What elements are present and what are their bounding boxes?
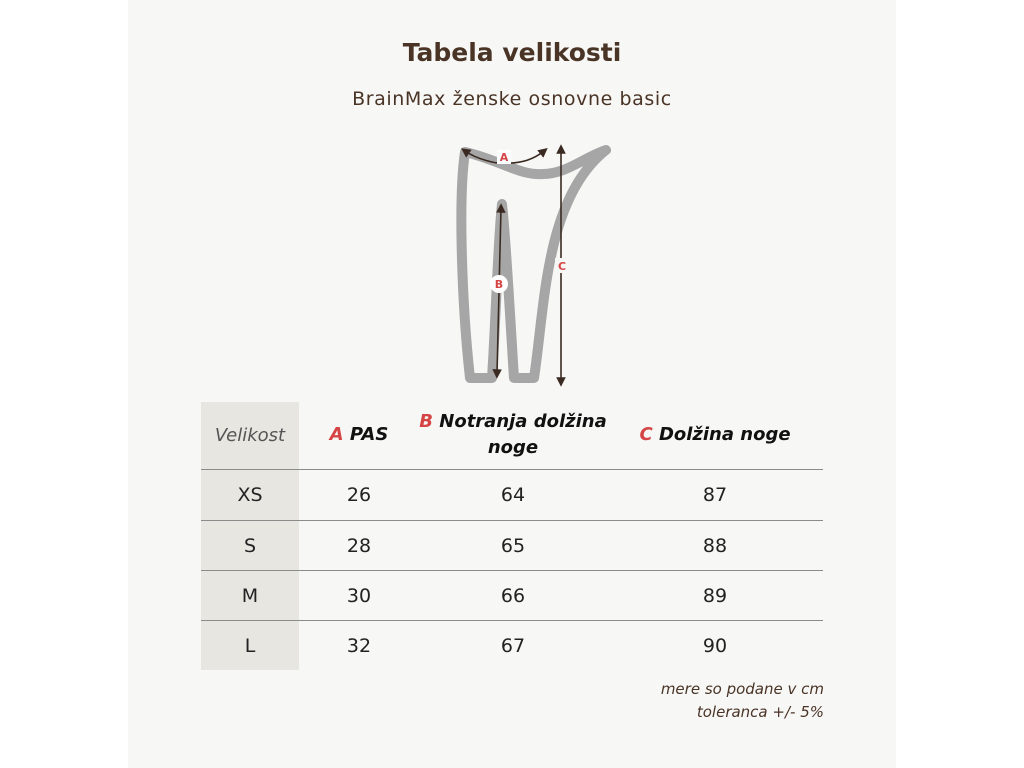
cell-size: M xyxy=(241,585,259,607)
cell-size: L xyxy=(244,635,256,657)
header-leg-length xyxy=(607,402,823,468)
cell-inseam: 66 xyxy=(500,585,526,607)
header-inseam-label: Notranja dolžina xyxy=(439,411,607,432)
cell-size: XS xyxy=(237,484,263,506)
page-subtitle: BrainMax ženske osnovne basic xyxy=(352,88,672,110)
label-c: C xyxy=(557,260,567,273)
leggings-diagram xyxy=(128,0,896,400)
cell-inseam: 64 xyxy=(500,484,526,506)
note-units: mere so podane v cm xyxy=(660,680,824,698)
cell-waist: 26 xyxy=(346,484,372,506)
header-inseam xyxy=(419,402,607,468)
note-tolerance: toleranca +/- 5% xyxy=(696,703,824,721)
cell-leg-length: 87 xyxy=(702,484,728,506)
header-waist xyxy=(299,402,419,468)
leggings-outline xyxy=(461,150,606,378)
header-waist-label: PAS xyxy=(349,424,389,445)
cell-inseam: 65 xyxy=(500,535,526,557)
header-waist-letter: A xyxy=(329,424,344,445)
header-leg-length-label: Dolžina noge xyxy=(658,424,791,445)
header-size: Velikost xyxy=(214,424,286,446)
page-title: Tabela velikosti xyxy=(402,38,622,67)
cell-size: S xyxy=(243,535,257,557)
cell-waist: 30 xyxy=(346,585,372,607)
table-row xyxy=(201,470,823,520)
cell-waist: 28 xyxy=(346,535,372,557)
table-row xyxy=(201,621,823,671)
table-row xyxy=(201,521,823,571)
cell-inseam: 67 xyxy=(500,635,526,657)
cell-leg-length: 90 xyxy=(702,635,728,657)
label-a: A xyxy=(499,151,509,164)
label-b: B xyxy=(494,278,504,291)
size-chart-panel xyxy=(128,0,896,768)
header-inseam-letter: B xyxy=(419,411,433,432)
cell-waist: 32 xyxy=(346,635,372,657)
table-row xyxy=(201,571,823,621)
header-inseam-label-2: noge xyxy=(487,437,539,458)
cell-leg-length: 89 xyxy=(702,585,728,607)
header-leg-length-letter: C xyxy=(639,424,653,445)
cell-leg-length: 88 xyxy=(702,535,728,557)
